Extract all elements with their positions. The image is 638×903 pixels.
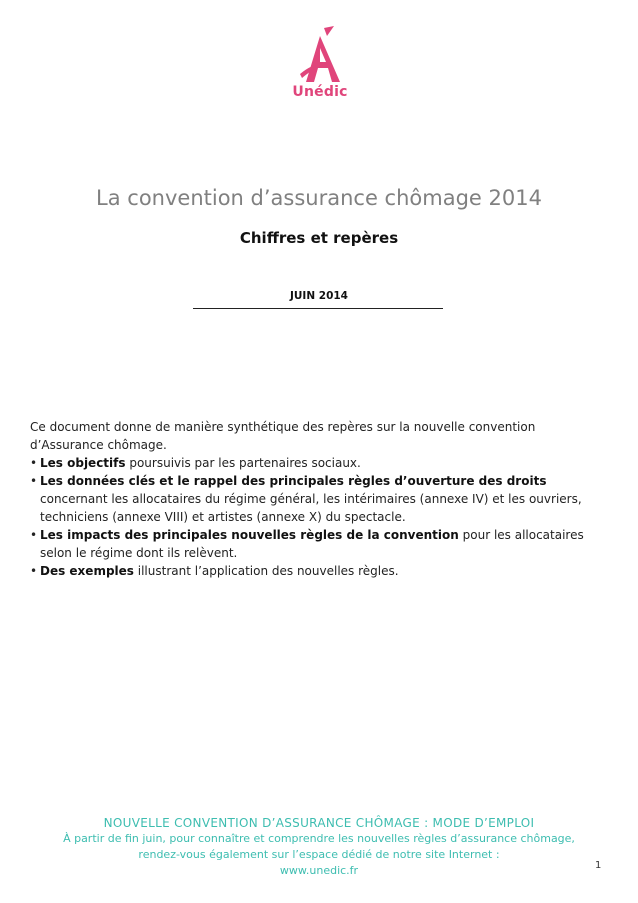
bullet-bold: Les données clés et le rappel des principales règles d’ouverture des droits (40, 474, 547, 488)
bullet-bold: Les impacts des principales nouvelles règles de la convention (40, 528, 459, 542)
footer-url-link[interactable]: www.unedic.fr (279, 864, 359, 877)
list-item (30, 562, 610, 580)
list-item (30, 526, 610, 562)
bullet-text: pour les allocataires selon le régime dont ils relèvent. (40, 528, 584, 560)
bullet-list (30, 454, 610, 580)
bullet-text: poursuivis par les partenaires sociaux. (125, 456, 361, 470)
footer-line-2: rendez-vous également sur l’espace dédié de notre site Internet : (138, 848, 500, 861)
bullet-text: concernant les allocataires du régime général, les intérimaires (annexe IV) et les ouvriers, techniciens (annexe VIII) et artistes (annexe X) du spectacle. (40, 492, 582, 524)
document-subtitle: Chiffres et repères (239, 229, 399, 247)
footer-line-1: À partir de fin juin, pour connaître et comprendre les nouvelles règles d’assurance chômage, (63, 832, 575, 845)
document-date: JUIN 2014 (289, 290, 348, 302)
unedic-a-logo-icon (294, 26, 346, 86)
list-item (30, 454, 610, 472)
list-item (30, 472, 610, 526)
unedic-logo (282, 26, 358, 108)
bullet-bold: Les objectifs (40, 456, 126, 470)
bullet-bold: Des exemples (40, 564, 134, 578)
footer (0, 815, 638, 879)
footer-heading: NOUVELLE CONVENTION D’ASSURANCE CHÔMAGE : MODE D’EMPLOI (103, 816, 535, 830)
page-number: 1 (595, 860, 602, 871)
bullet-text: illustrant l’application des nouvelles règles. (133, 564, 399, 578)
title-divider (193, 308, 443, 309)
document-title: La convention d’assurance chômage 2014 (96, 186, 542, 210)
intro-paragraph: Ce document donne de manière synthétique des repères sur la nouvelle convention d’Assurance chômage. (30, 420, 536, 452)
document-body (30, 418, 610, 580)
logo-wordmark: Unédic (292, 84, 348, 100)
